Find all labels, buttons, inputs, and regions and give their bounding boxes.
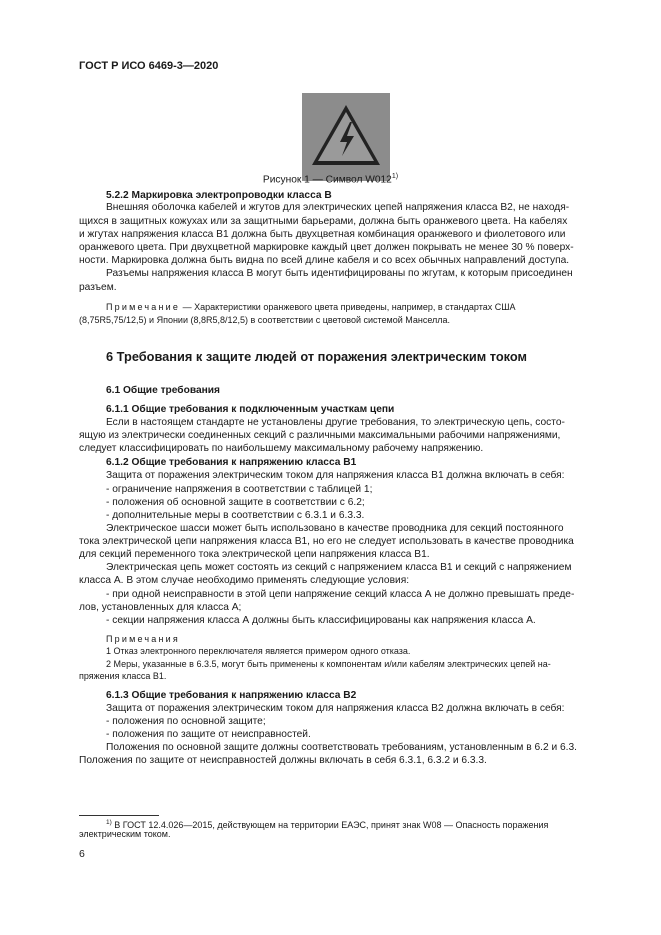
section-6-1-title: 6.1 Общие требования [106,385,220,396]
section-6-1-3-intro: Защита от поражения электрическим током для напряжения класса В2 должна включать в себя: [106,703,565,714]
section-6-1-2-para-line: Электрическое шасси может быть использовано в качестве проводника для секций постоянного [106,523,564,534]
section-6-1-2-para-line: класса А. В этом случае необходимо применять следующие условия: [79,575,410,586]
footnote-divider [79,815,159,816]
note-label: Примечание [106,302,181,312]
section-5-2-2-para-2-line: Разъемы напряжения класса В могут быть идентифицированы по жгутам, к которым присоединен [106,268,573,279]
section-6-1-3-para-line: Положения по основной защите должны соответствовать требованиям, установленным в 6.2 и 6.3. [106,742,577,753]
section-5-2-2-para-1-line: и жгутах напряжения класса В1 должна быть двухцветная комбинация оранжевого и фиолетового или [79,229,566,240]
list-item: - положения об основной защите в соответствии с 6.2; [106,497,365,508]
section-6-1-1-line: ящую из электрически соединенных секций с различными максимальными рабочими напряжениями, [79,430,561,441]
section-5-2-2-para-1-line: щихся в защитных кожухах или за защитными барьерами, должна быть оранжевого цвета. На кабелях [79,216,568,227]
section-5-2-2-para-1-line: Внешняя оболочка кабелей и жгутов для электрических цепей напряжения класса В2, не находя- [106,202,570,213]
high-voltage-warning-icon [302,93,390,181]
document-header: ГОСТ Р ИСО 6469-3—2020 [79,60,219,72]
figure-caption: Рисунок 1 — Символ W012$^{1)}$ [262,173,399,186]
note-2-line: пряжения класса В1. [79,671,167,681]
list-item: - ограничение напряжения в соответствии с таблицей 1; [106,484,373,495]
warning-symbol-figure [302,93,390,181]
list-item: - положения по основной защите; [106,716,266,727]
list-item-continuation: лов, установленных для класса А; [79,602,242,613]
section-5-2-2-title: 5.2.2 Маркировка электропроводки класса В [106,190,332,201]
list-item: - положения по защите от неисправностей. [106,729,311,740]
section-6-1-1-line: следует классифицировать по наибольшему максимальному рабочему напряжению. [79,443,484,454]
footnote: $^{1)}$ В ГОСТ 12.4.026—2015, действующем на территории ЕАЭС, принят знак W08 — Опасность поражения [106,819,549,830]
section-6-1-2-para-line: Электрическая цепь может состоять из секций с напряжением класса В1 и секций с напряжением [106,562,572,573]
list-item: - при одной неисправности в этой цепи напряжение секций класса А не должно превышать преде- [106,589,575,600]
note-2-line: 2 Меры, указанные в 6.3.5, могут быть применены к компонентам и/или кабелям электрических цепей на- [106,659,551,669]
section-6-1-2-para-line: для секций переменного тока электрической цепи напряжения класса В1. [79,549,430,560]
section-5-2-2-note: Примечание — Характеристики оранжевого цвета приведены, например, в стандартах США [106,302,516,312]
page-number: 6 [79,848,85,860]
section-5-2-2-para-2-line: разъем. [79,282,117,293]
section-6-1-2-title: 6.1.2 Общие требования к напряжению класса В1 [106,457,357,468]
notes-label: Примечания [106,634,180,644]
section-5-2-2-para-1-line: ности. Маркировка должна быть видна по всей длине кабеля и со всех обычных направлений доступа. [79,255,570,266]
list-item: - секции напряжения класса А должны быть классифицированы как напряжения класса А. [106,615,536,626]
note-1: 1 Отказ электронного переключателя является примером одного отказа. [106,646,411,656]
section-6-1-2-intro: Защита от поражения электрическим током для напряжения класса В1 должна включать в себя: [106,470,565,481]
section-5-2-2-note-line: (8,75R5,75/12,5) и Японии (8,8R5,8/12,5) в соответствии с цветовой системой Манселла. [79,315,451,325]
section-6-1-2-para-line: тока электрической цепи напряжения класса В1, но его не следует использовать в качестве проводника [79,536,574,547]
section-6-title: 6 Требования к защите людей от поражения электрическим током [106,349,528,364]
section-6-1-1-title: 6.1.1 Общие требования к подключенным участкам цепи [106,404,395,415]
section-6-1-3-para-line: Положения по защите от неисправностей должны включать в себя 6.3.1, 6.3.2 и 6.3.3. [79,755,487,766]
footnote-line: электрическим током. [79,829,171,839]
section-6-1-3-title: 6.1.3 Общие требования к напряжению класса В2 [106,690,357,701]
section-6-1-1-line: Если в настоящем стандарте не установлены другие требования, то электрическую цепь, состо- [106,417,565,428]
list-item: - дополнительные меры в соответствии с 6.3.1 и 6.3.3. [106,510,365,521]
section-5-2-2-para-1-line: оранжевого цвета. При двухцветной маркировке каждый цвет должен покрывать не менее 30 % поверх- [79,242,574,253]
